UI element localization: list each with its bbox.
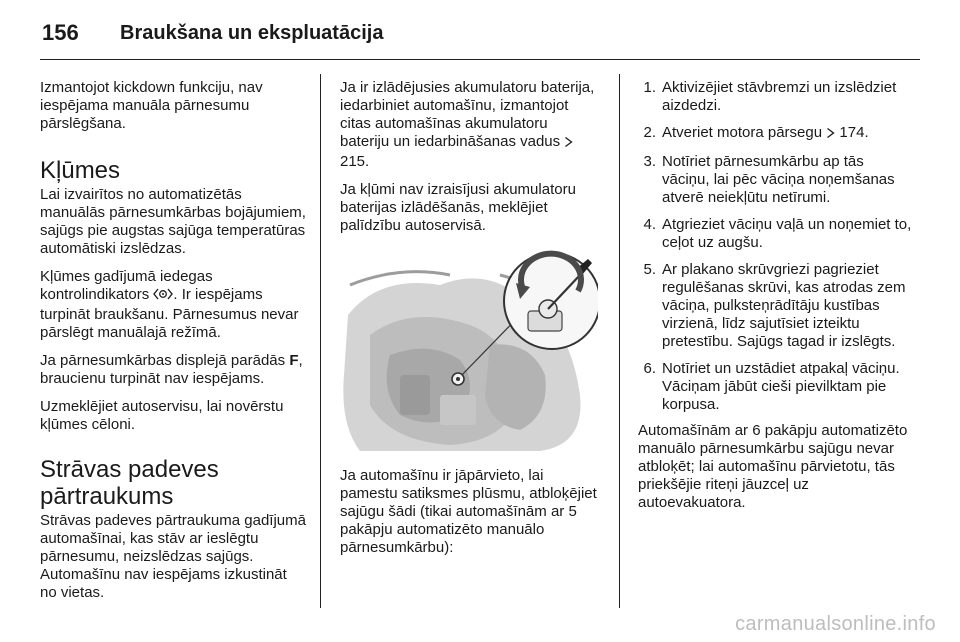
faults-paragraph-1: Lai izvairītos no automatizētās manuālās pārnesumkārbas bojājumiem, sajūgs pie augstas sajūga temperatūras automātiski izslēdzas. xyxy=(40,186,306,257)
list-item: 3. Notīriet pārnesumkārbu ap tās vāciņu, lai pēc vāciņa noņemšanas atverē neiekļūtu netīrumi. xyxy=(643,153,895,206)
power-paragraph: Strāvas padeves pārtraukuma gadījumā automašīnai, kas stāv ar ieslēgtu pārnesumu, neizslēdzas sajūgs. Automašīnu nav iespējams izkustināt no vietas. xyxy=(40,512,306,601)
list-item: 1. Aktivizējiet stāvbremzi un izslēdziet aizdedzi. xyxy=(643,79,897,114)
list-item: 5. Ar plakano skrūvgriezi pagrieziet regulēšanas skrūvi, kas atrodas zem vāciņa, pulksteņrādītāju kustības virzienā, līdz sajutīsiet izteiktu pretestību. Sajūgs tagad ir izslēgts. xyxy=(643,261,906,350)
list-item: 4. Atgrieziet vāciņu vaļā un noņemiet to, ceļot uz augšu. xyxy=(643,216,912,251)
header-rule xyxy=(40,59,920,60)
page-number: 156 xyxy=(42,20,79,45)
display-letter-f: F xyxy=(289,352,299,369)
column-divider-1 xyxy=(320,74,321,608)
move-vehicle-paragraph: Ja automašīnu ir jāpārvieto, lai pamestu satiksmes plūsmu, atbloķējiet sajūgu šādi (tikai automašīnām ar 5 pakāpju automatizēto manuālo pārnesumkārbu): xyxy=(340,467,597,556)
page-reference-icon xyxy=(826,126,835,144)
battery-paragraph: Ja ir izlādējusies akumulatoru baterija, iedarbiniet automašīnu, izmantojot citas automašīnas akumulatoru bateriju un iedarbināšanas vadus 215. xyxy=(340,79,595,170)
kickdown-paragraph: Izmantojot kickdown funkciju, nav iespējama manuāla pārnesumu pārslēgšana. xyxy=(40,79,263,132)
watermark: carmanualsonline.info xyxy=(735,613,936,635)
column-2 xyxy=(340,79,598,567)
transmission-warning-icon xyxy=(153,287,173,306)
list-item: 6. Notīriet un uzstādiet atpakaļ vāciņu. Vāciņam jābūt cieši pievilktam pie korpusa. xyxy=(643,360,900,413)
column-divider-2 xyxy=(619,74,620,608)
column-1 xyxy=(40,79,306,612)
gearbox-illustration xyxy=(340,245,598,451)
page-header xyxy=(42,16,383,50)
column-3 xyxy=(638,79,912,522)
closing-paragraph: Automašīnām ar 6 pakāpju automatizēto manuālo pārnesumkārbu sajūgu nevar atbloķēt; lai automašīnu pārvietotu, tās priekšējie riteņi jāuzceļ uz autoevakuatora. xyxy=(638,422,908,511)
service-paragraph: Ja kļūmi nav izraisījusi akumulatoru baterijas izlādēšanās, meklējiet palīdzību autoservisā. xyxy=(340,181,576,234)
page-title: Braukšana un ekspluatācija xyxy=(120,21,384,44)
faults-heading: Kļūmes xyxy=(40,157,121,184)
faults-paragraph-2: Kļūmes gadījumā iedegas kontrolindikators . Ir iespējams turpināt braukšanu. Pārnesumus nevar pārslēgt manuālajā režīmā. xyxy=(40,268,299,341)
page-reference-icon xyxy=(564,135,573,153)
power-heading: Strāvas padeves pārtraukums xyxy=(40,456,219,510)
faults-paragraph-3: Ja pārnesumkārbas displejā parādās F, braucienu turpināt nav iespējams. xyxy=(40,352,303,387)
unlock-steps-list xyxy=(638,79,912,414)
list-item: 2. Atveriet motora pārsegu 174. xyxy=(638,124,912,144)
faults-paragraph-4: Uzmeklējiet autoservisu, lai novērstu kļūmes cēloni. xyxy=(40,398,284,433)
